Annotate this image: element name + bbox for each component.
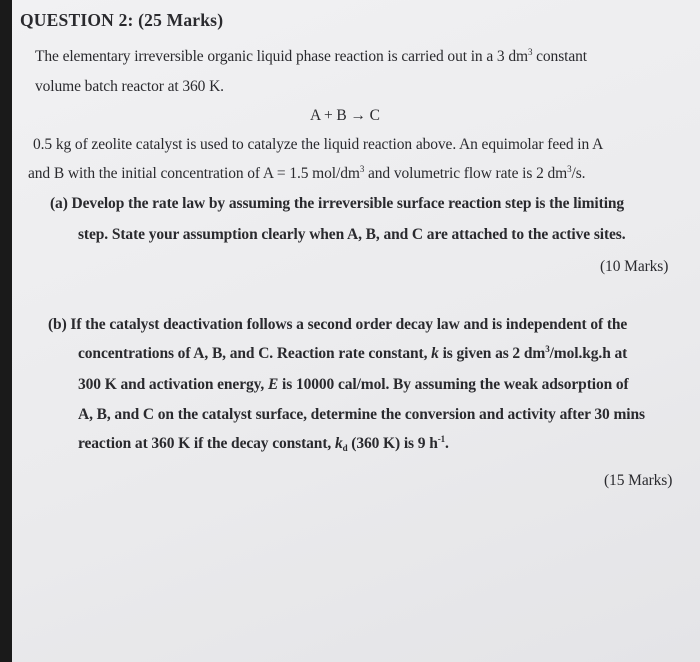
intro-line-2: volume batch reactor at 360 K. xyxy=(35,78,224,95)
intro-line-1 xyxy=(35,48,587,66)
part-b-line-1: (b) If the catalyst deactivation follows a second order decay law and is independent of the xyxy=(48,316,628,333)
rate-constant-symbol: k xyxy=(431,345,439,362)
activation-energy-symbol: E xyxy=(268,376,279,393)
part-b-line-2-mid: is given as 2 dm xyxy=(438,345,546,362)
catalyst-line-2-mid: and volumetric flow rate is 2 dm xyxy=(364,165,568,182)
part-a-line-2: step. State your assumption clearly when A, B, and C are attached to the active sites. xyxy=(78,226,626,243)
catalyst-line-2-tail: /s. xyxy=(571,165,586,182)
part-b-line-3-text: 300 K and activation energy, xyxy=(78,376,268,393)
decay-constant-subscript: d xyxy=(342,443,348,453)
intro-line-1-text: The elementary irreversible organic liquid phase reaction is carried out in a 3 dm xyxy=(35,48,528,65)
reaction-equation: A + B → C xyxy=(310,107,380,124)
intro-line-1-tail: constant xyxy=(532,48,587,65)
part-b-line-5-mid: (360 K) is 9 h xyxy=(347,435,438,452)
catalyst-line-1: 0.5 kg of zeolite catalyst is used to catalyze the liquid reaction above. An equimolar feed in A xyxy=(33,136,604,153)
catalyst-line-2-superscript-2: 3 xyxy=(567,164,572,174)
part-b-line-2-superscript: 3 xyxy=(545,344,550,354)
document-page xyxy=(12,0,700,662)
decay-constant-symbol: k xyxy=(334,435,343,452)
part-b-line-5-text: reaction at 360 K if the decay constant, xyxy=(78,435,335,452)
catalyst-line-2 xyxy=(28,165,585,183)
question-title: QUESTION 2: (25 Marks) xyxy=(20,10,224,30)
catalyst-line-2-superscript-1: 3 xyxy=(359,164,365,174)
part-b-line-2 xyxy=(78,345,627,363)
part-b-line-5-superscript: -1 xyxy=(437,434,446,444)
part-b-marks: (15 Marks) xyxy=(604,472,673,489)
part-b-line-4: A, B, and C on the catalyst surface, determine the conversion and activity after 30 mins xyxy=(78,406,645,423)
part-b-line-3 xyxy=(78,376,629,394)
part-b-line-2-tail: /mol.kg.h at xyxy=(549,345,628,362)
part-b-line-5 xyxy=(78,435,449,453)
part-a-marks: (10 Marks) xyxy=(600,258,669,275)
part-b-line-2-text: concentrations of A, B, and C. Reaction rate constant, xyxy=(78,345,432,362)
part-a-line-1: (a) Develop the rate law by assuming the irreversible surface reaction step is the limiting xyxy=(50,195,625,212)
part-b-line-5-tail: . xyxy=(445,435,449,452)
intro-line-1-superscript: 3 xyxy=(527,47,533,57)
part-b-line-3-tail: is 10000 cal/mol. By assuming the weak adsorption of xyxy=(278,376,629,393)
catalyst-line-2-text: and B with the initial concentration of A = 1.5 mol/dm xyxy=(28,165,360,182)
